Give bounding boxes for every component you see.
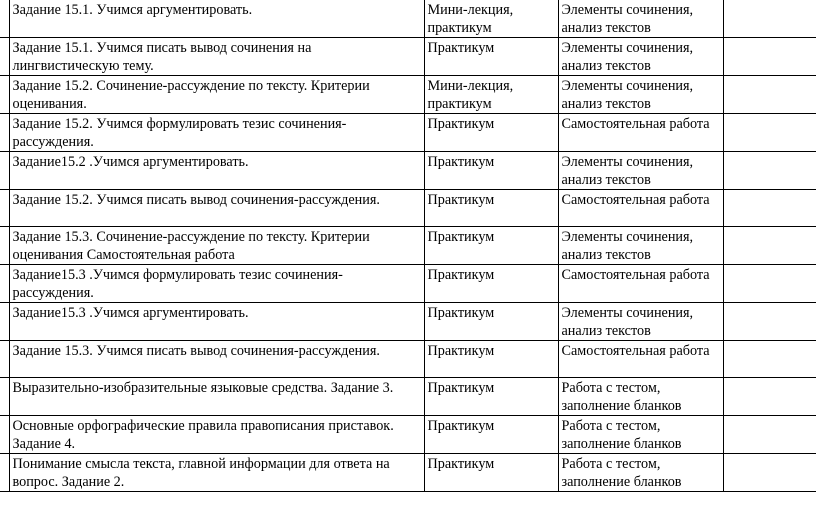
topic-cell: Выразительно-изобразительные языковые средства. Задание 3. [9, 378, 424, 416]
content-cell: Самостоятельная работа [558, 341, 723, 378]
notes-cell [723, 378, 816, 416]
form-cell: Практикум [424, 416, 558, 454]
form-cell: Мини-лекция, практикум [424, 0, 558, 38]
topic-cell: Задание 15.3. Учимся писать вывод сочинения-рассуждения. [9, 341, 424, 378]
form-cell: Практикум [424, 38, 558, 76]
content-cell: Элементы сочинения, анализ текстов [558, 76, 723, 114]
topic-cell: Задание 15.2. Учимся писать вывод сочинения-рассуждения. [9, 190, 424, 227]
content-cell: Элементы сочинения, анализ текстов [558, 303, 723, 341]
number-cell [0, 38, 9, 76]
notes-cell [723, 152, 816, 190]
topic-cell: Основные орфографические правила правописания приставок. Задание 4. [9, 416, 424, 454]
content-cell: Работа с тестом, заполнение бланков [558, 378, 723, 416]
number-cell [0, 190, 9, 227]
topic-cell: Задание15.2 .Учимся аргументировать. [9, 152, 424, 190]
table-row [0, 227, 816, 265]
topic-cell: Задание15.3 .Учимся формулировать тезис сочинения-рассуждения. [9, 265, 424, 303]
topic-cell: Задание 15.1. Учимся аргументировать. [9, 0, 424, 38]
number-cell [0, 378, 9, 416]
number-cell [0, 416, 9, 454]
number-cell [0, 341, 9, 378]
table-row [0, 38, 816, 76]
topic-cell: Задание 15.2. Учимся формулировать тезис сочинения-рассуждения. [9, 114, 424, 152]
topic-cell: Задание15.3 .Учимся аргументировать. [9, 303, 424, 341]
form-cell: Практикум [424, 190, 558, 227]
number-cell [0, 303, 9, 341]
content-cell: Работа с тестом, заполнение бланков [558, 454, 723, 492]
table-row [0, 454, 816, 492]
notes-cell [723, 38, 816, 76]
form-cell: Практикум [424, 152, 558, 190]
content-cell: Элементы сочинения, анализ текстов [558, 0, 723, 38]
table-row [0, 114, 816, 152]
table-row [0, 303, 816, 341]
content-cell: Элементы сочинения, анализ текстов [558, 38, 723, 76]
number-cell [0, 114, 9, 152]
table-row [0, 152, 816, 190]
form-cell: Практикум [424, 303, 558, 341]
number-cell [0, 152, 9, 190]
table-row [0, 416, 816, 454]
table-row [0, 190, 816, 227]
notes-cell [723, 454, 816, 492]
table-row [0, 378, 816, 416]
form-cell: Практикум [424, 341, 558, 378]
form-cell: Практикум [424, 378, 558, 416]
content-cell: Элементы сочинения, анализ текстов [558, 152, 723, 190]
content-cell: Элементы сочинения, анализ текстов [558, 227, 723, 265]
notes-cell [723, 227, 816, 265]
notes-cell [723, 303, 816, 341]
number-cell [0, 227, 9, 265]
topic-cell: Задание 15.1. Учимся писать вывод сочинения на лингвистическую тему. [9, 38, 424, 76]
content-cell: Самостоятельная работа [558, 114, 723, 152]
number-cell [0, 76, 9, 114]
topic-cell: Понимание смысла текста, главной информации для ответа на вопрос. Задание 2. [9, 454, 424, 492]
table-row [0, 0, 816, 38]
number-cell [0, 0, 9, 38]
notes-cell [723, 0, 816, 38]
table-row [0, 76, 816, 114]
form-cell: Практикум [424, 265, 558, 303]
notes-cell [723, 341, 816, 378]
topic-cell: Задание 15.2. Сочинение-рассуждение по тексту. Критерии оценивания. [9, 76, 424, 114]
notes-cell [723, 114, 816, 152]
notes-cell [723, 265, 816, 303]
form-cell: Мини-лекция, практикум [424, 76, 558, 114]
form-cell: Практикум [424, 227, 558, 265]
table-row [0, 341, 816, 378]
topic-cell: Задание 15.3. Сочинение-рассуждение по тексту. Критерии оценивания Самостоятельная работа [9, 227, 424, 265]
form-cell: Практикум [424, 114, 558, 152]
form-cell: Практикум [424, 454, 558, 492]
notes-cell [723, 190, 816, 227]
notes-cell [723, 416, 816, 454]
table-row [0, 265, 816, 303]
number-cell [0, 454, 9, 492]
content-cell: Работа с тестом, заполнение бланков [558, 416, 723, 454]
number-cell [0, 265, 9, 303]
notes-cell [723, 76, 816, 114]
content-cell: Самостоятельная работа [558, 265, 723, 303]
content-cell: Самостоятельная работа [558, 190, 723, 227]
